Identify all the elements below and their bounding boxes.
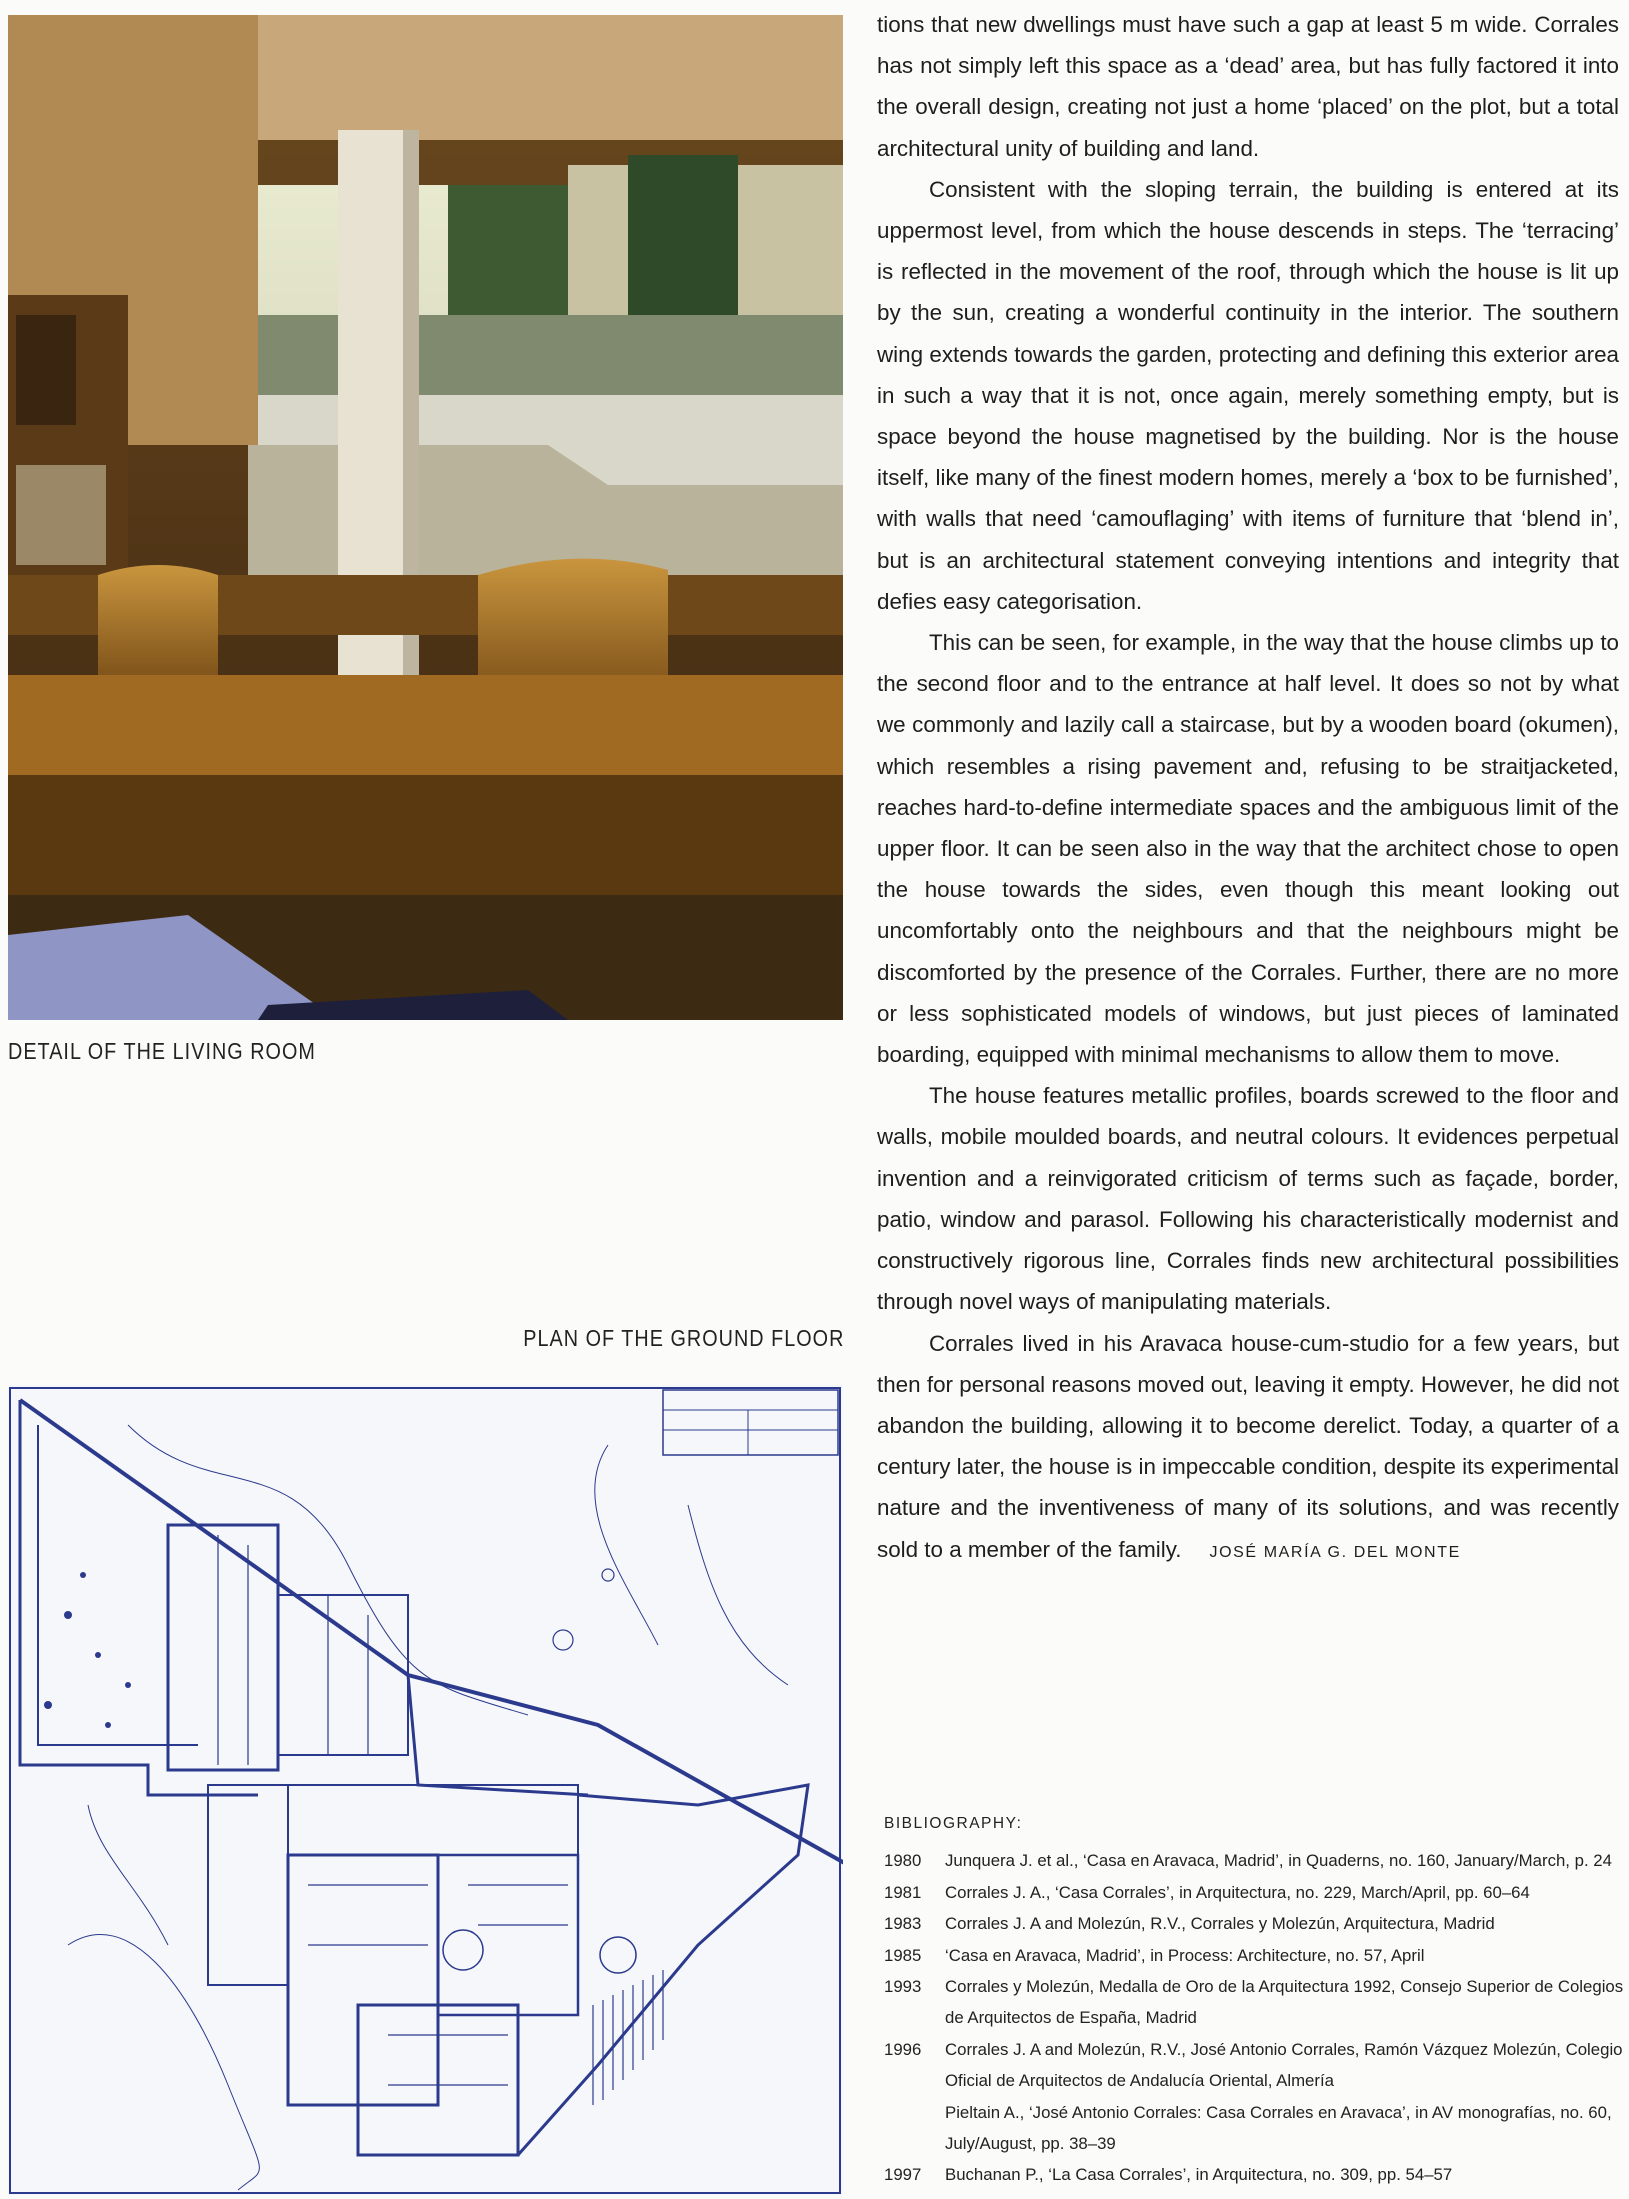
entry-year: 1985 xyxy=(884,1945,922,1965)
entry-year: 1981 xyxy=(884,1882,922,1902)
living-room-photo xyxy=(8,15,843,1020)
entry-text: Corrales J. A and Molezún, R.V., Corrales y Molezún, Arquitectura, Madrid xyxy=(945,1914,1495,1934)
article-paragraph xyxy=(877,1323,1619,1573)
article-paragraph: tions that new dwellings must have such a gap at least 5 m wide. Corrales has not simply left this space as a ‘dead’ area, but has fully factored it into the overall design, creating not just a home ‘placed’ on the plot, but a total architectural unity of building and land. xyxy=(877,12,1619,161)
bibliography-heading: BIBLIOGRAPHY: xyxy=(884,1815,1023,1832)
entry-text: Junquera J. et al., ‘Casa en Aravaca, Madrid’, in Quaderns, no. 160, January/March, p. 24 xyxy=(945,1851,1612,1871)
article-paragraph-text: Corrales lived in his Aravaca house-cum-studio for a few years, but then for personal reasons moved out, leaving it empty. However, he did not abandon the building, allowing it to become derelict. Today, a quarter of a century later, the house is in impeccable condition, despite its experimental nature and the inventiveness of many of its solutions, and was recently sold to a member of the family. xyxy=(877,1330,1619,1562)
entry-year: 1997 xyxy=(884,2165,922,2185)
entry-text: Pieltain A., ‘José Antonio Corrales: Casa Corrales en Aravaca’, in AV monografías, no. 60, July/August, pp. 38–39 xyxy=(945,2102,1612,2154)
article-paragraph: Consistent with the sloping terrain, the building is entered at its uppermost level, from which the house descends in steps. The ‘terracing’ is reflected in the movement of the roof, through which the house is lit up by the sun, creating a wonderful continuity in the interior. The southern wing extends towards the garden, protecting and defining this exterior area in such a way that it is not, once again, merely something empty, but is space beyond the house magnetised by the building. Nor is the house itself, like many of the finest modern homes, merely a ‘box to be furnished’, with walls that need ‘camouflaging’ with items of furniture that ‘blend in’, but is an architectural statement conveying intentions and integrity that defies easy categorisation. xyxy=(877,176,1619,614)
bibliography-entry xyxy=(884,1940,1624,1971)
entry-text: Corrales J. A., ‘Casa Corrales’, in Arquitectura, no. 229, March/April, pp. 60–64 xyxy=(945,1882,1530,1902)
article-paragraph: The house features metallic profiles, boards screwed to the floor and walls, mobile moulded boards, and neutral colours. It evidences perpetual invention and a reinvigorated criticism of terms such as façade, border, patio, window and parasol. Following his characteristically modernist and constructively rigorous line, Corrales finds new architectural possibilities through novel ways of manipulating materials. xyxy=(877,1083,1619,1315)
entry-text: Corrales y Molezún, Medalla de Oro de la Arquitectura 1992, Consejo Superior de Colegios de Arquitectos de España, Madrid xyxy=(945,1977,1624,2028)
article-body xyxy=(877,4,1619,1573)
entry-text: Buchanan P., ‘La Casa Corrales’, in Arquitectura, no. 309, pp. 54–57 xyxy=(945,2165,1453,2185)
article-paragraph: This can be seen, for example, in the way that the house climbs up to the second floor and to the entrance at half level. It does so not by what we commonly and lazily call a staircase, but by a wooden board (okumen), which resembles a rising pavement and, refusing to be straitjacketed, reaches hard-to-define intermediate spaces and the ambiguous limit of the upper floor. It can be seen also in the way that the architect chose to open the house towards the sides, even though this meant looking out uncomfortably onto the neighbours and that the neighbours might be discomforted by the presence of the Corrales. Further, there are no more or less sophisticated models of windows, but just pieces of laminated boarding, equipped with minimal mechanisms to allow them to move. xyxy=(877,630,1619,1068)
author-credit: JOSÉ MARÍA G. DEL MONTE xyxy=(1209,1543,1461,1561)
bibliography xyxy=(884,1808,1624,2191)
bibliography-entry xyxy=(884,1908,1624,1939)
bibliography-entry xyxy=(884,1877,1624,1908)
ground-floor-caption: PLAN OF THE GROUND FLOOR xyxy=(522,1325,844,1351)
bibliography-entry xyxy=(884,1971,1624,2034)
bibliography-entry xyxy=(884,2034,1624,2097)
entry-year: 1983 xyxy=(884,1914,922,1934)
entry-text: Corrales J. A and Molezún, R.V., José Antonio Corrales, Ramón Vázquez Molezún, Colegio Oficial de Arquitectos de Andalucía Oriental, Almería xyxy=(945,2039,1623,2091)
entry-year xyxy=(884,2097,945,2160)
entry-year: 1980 xyxy=(884,1851,922,1871)
bibliography-entry xyxy=(884,1845,1624,1876)
ground-floor-plan xyxy=(8,1385,843,2195)
entry-text: ‘Casa en Aravaca, Madrid’, in Process: Architecture, no. 57, April xyxy=(945,1945,1425,1965)
bibliography-entry xyxy=(884,2097,1624,2160)
entry-year: 1993 xyxy=(884,1977,922,1997)
bibliography-entry xyxy=(884,2159,1624,2190)
entry-year: 1996 xyxy=(884,2039,922,2059)
living-room-caption: DETAIL OF THE LIVING ROOM xyxy=(8,1038,316,1064)
